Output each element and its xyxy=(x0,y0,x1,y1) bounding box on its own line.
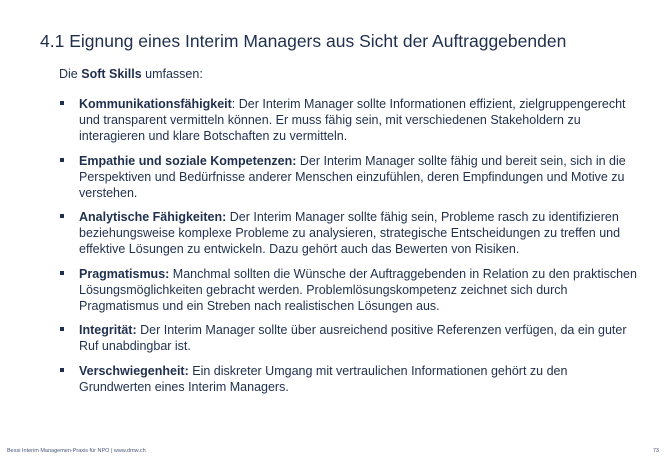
bullet-term: Analytische Fähigkeiten: xyxy=(79,210,227,224)
list-item-integritaet xyxy=(58,322,638,354)
intro-text xyxy=(59,66,203,82)
bullet-text: Der Interim Manager sollte fähig sein, Probleme rasch zu identifizieren beziehungsweise komplexe Probleme zu analysieren, strategische Entscheidungen zu treffen und effektive Lösungen zu entwickeln. Dazu gehört auch das Bewerten von Risiken. xyxy=(79,210,621,256)
soft-skills-list xyxy=(58,96,638,403)
intro-bold: Soft Skills xyxy=(81,67,142,81)
bullet-square-icon xyxy=(60,271,64,275)
bullet-text: Der Interim Manager sollte über ausreichend positive Referenzen verfügen, da ein guter Ruf unabdingbar ist. xyxy=(79,323,627,353)
list-item-empathie xyxy=(58,153,638,201)
bullet-term: Integrität: xyxy=(79,323,137,337)
slide-title: 4.1 Eignung eines Interim Managers aus Sicht der Auftraggebenden xyxy=(40,31,567,51)
bullet-square-icon xyxy=(60,158,64,162)
bullet-square-icon xyxy=(60,368,64,372)
bullet-square-icon xyxy=(60,214,64,218)
bullet-term: Kommunikationsfähigkeit xyxy=(79,97,232,111)
list-item-pragmatismus xyxy=(58,266,638,314)
list-item-analytik xyxy=(58,209,638,257)
bullet-term: Empathie und soziale Kompetenzen: xyxy=(79,153,297,168)
intro-prefix: Die xyxy=(59,67,82,81)
bullet-term: Pragmatismus: xyxy=(79,266,170,281)
bullet-text: Manchmal sollten die Wünsche der Auftraggebenden in Relation zu den praktischen Lösungsmöglichkeiten gebracht werden. Problemlösungskompetenz zeichnet sich durch Pragmatismus und ein Streben nach realistischen Lösungen aus. xyxy=(79,266,637,313)
bullet-text: Ein diskreter Umgang mit vertraulichen Informationen gehört zu den Grundwerten eines Interim Managers. xyxy=(79,363,568,394)
footer-text: Bessi Interim Managemen-Praxis für NPO | www.dmw.ch xyxy=(7,448,146,454)
list-item-kommunikation xyxy=(58,96,638,144)
bullet-term: Verschwiegenheit: xyxy=(79,363,189,378)
bullet-square-icon xyxy=(60,101,64,105)
list-item-verschwiegenheit xyxy=(58,363,638,395)
intro-suffix: umfassen: xyxy=(141,67,203,81)
bullet-square-icon xyxy=(60,327,64,331)
bullet-text: Der Interim Manager sollte fähig und bereit sein, sich in die Perspektiven und Bedürfnisse anderer Menschen einzufühlen, deren Empfindungen und Motive zu verstehen. xyxy=(79,153,626,200)
page-number: 73 xyxy=(652,448,659,454)
bullet-text: : Der Interim Manager sollte Informationen effizient, zielgruppengerecht und transparent vermitteln können. Er muss fähig sein, mit verschiedenen Stakeholdern zu interagieren und klare Botschaften zu vermitteln. xyxy=(79,97,626,143)
